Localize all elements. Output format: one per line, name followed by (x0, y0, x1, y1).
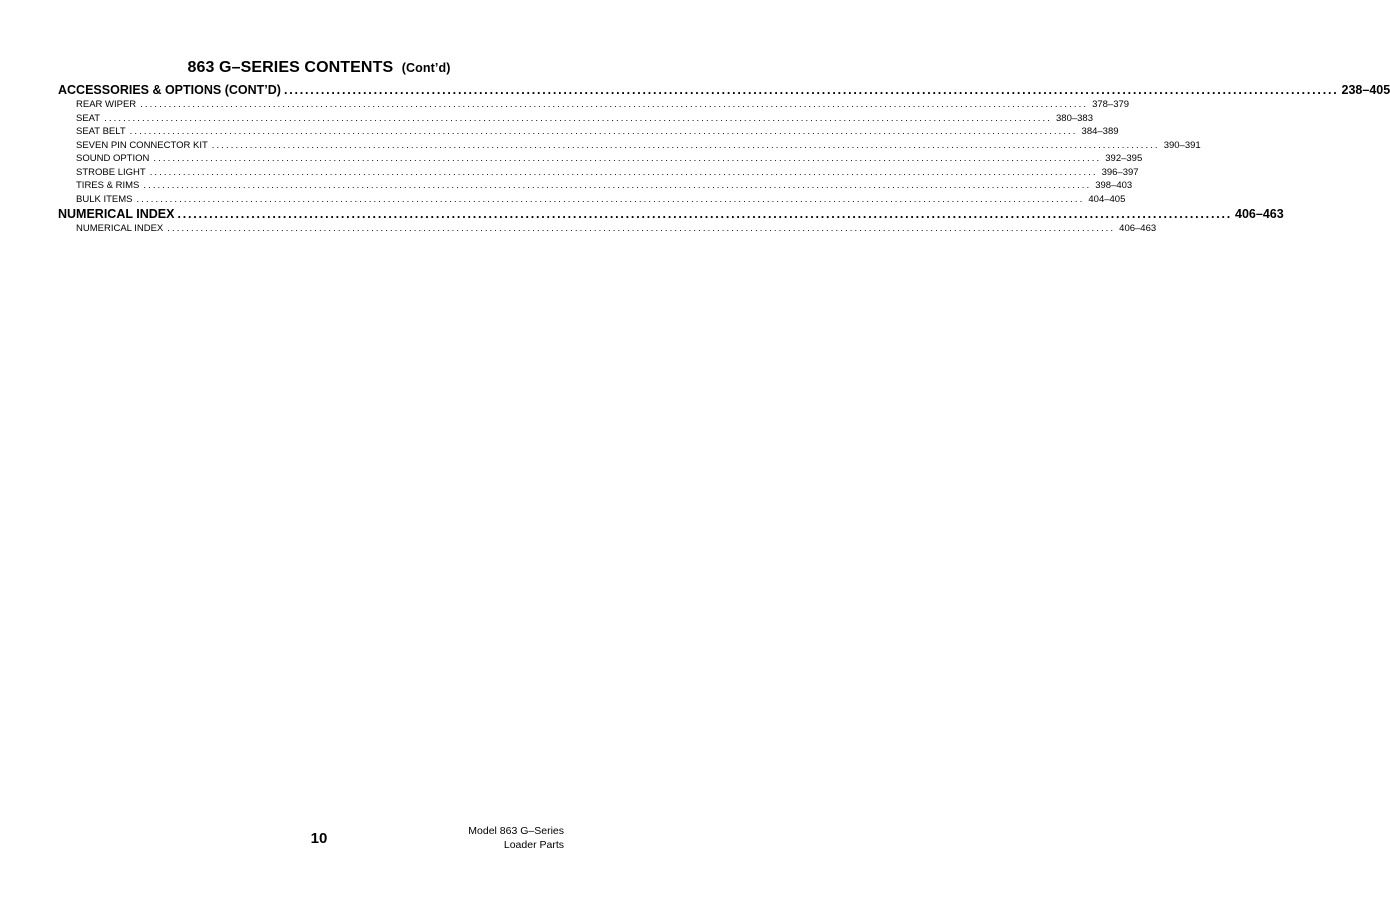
toc-item-pages: 380–383 (1056, 112, 1093, 124)
toc-section-label: NUMERICAL INDEX (58, 207, 175, 221)
dot-leader: ........................................................................................................................................................................................................ (129, 126, 1078, 137)
dot-leader: ........................................................................................................................................................................................................ (136, 193, 1085, 205)
toc-item-label: SEAT BELT (76, 126, 126, 137)
footer-product-line: Loader Parts (503, 839, 564, 851)
footer-model-line: Model 863 G–Series (468, 825, 564, 837)
dot-leader: ........................................................................................................................................................................................................ (153, 153, 1102, 164)
dot-leader: ........................................................................................................................................................................................................ (283, 83, 1339, 97)
toc-item-label: SEVEN PIN CONNECTOR KIT (76, 139, 208, 151)
page-number: 10 (310, 830, 328, 847)
toc-item-seat-belt[interactable] (58, 125, 1119, 139)
toc-item-label: STROBE LIGHT (76, 166, 146, 178)
page-title-contd: (Cont’d) (401, 61, 451, 75)
toc-item-tires-rims[interactable] (58, 179, 1133, 193)
toc-item-numerical-index[interactable] (58, 222, 1157, 236)
page-title (0, 59, 638, 77)
toc-item-pages: 396–397 (1101, 166, 1139, 178)
toc-item-pages: 398–403 (1095, 180, 1133, 191)
toc-section-label: ACCESSORIES & OPTIONS (CONT’D) (58, 83, 281, 97)
dot-leader: ........................................................................................................................................................................................................ (143, 180, 1092, 191)
toc-item-label: TIRES & RIMS (76, 180, 140, 191)
dot-leader: ........................................................................................................................................................................................................ (177, 207, 1233, 221)
toc-section-accessories-options[interactable] (58, 82, 1390, 98)
footer-model-info (468, 824, 564, 852)
toc-item-sound-option[interactable] (58, 152, 1143, 166)
dot-leader: ........................................................................................................................................................................................................ (104, 112, 1052, 124)
toc-item-rear-wiper[interactable] (58, 98, 1130, 112)
toc-item-bulk-items[interactable] (58, 193, 1126, 207)
toc-item-seven-pin-connector-kit[interactable] (58, 139, 1201, 153)
dot-leader: ........................................................................................................................................................................................................ (167, 223, 1116, 234)
dot-leader: ........................................................................................................................................................................................................ (211, 139, 1160, 151)
toc-item-pages: 392–395 (1105, 153, 1143, 164)
toc-section-numerical-index[interactable] (58, 206, 1284, 222)
toc-item-pages: 404–405 (1088, 193, 1126, 205)
toc-item-pages: 378–379 (1092, 99, 1130, 110)
dot-leader: ........................................................................................................................................................................................................ (149, 166, 1098, 178)
toc-item-label: REAR WIPER (76, 99, 137, 110)
toc-item-pages: 390–391 (1163, 139, 1201, 151)
toc-item-label: SEAT (76, 112, 101, 124)
toc-item-label: SOUND OPTION (76, 153, 150, 164)
toc-item-pages: 406–463 (1119, 223, 1157, 234)
toc-section-pages: 238–405 (1341, 83, 1390, 97)
toc-item-label: BULK ITEMS (76, 193, 133, 205)
toc-item-strobe-light[interactable] (58, 166, 1139, 180)
page-title-text: 863 G–SERIES CONTENTS (187, 59, 394, 76)
toc-item-pages: 384–389 (1081, 126, 1119, 137)
toc-section-pages: 406–463 (1235, 207, 1284, 221)
toc-item-label: NUMERICAL INDEX (76, 223, 164, 234)
toc-item-seat[interactable] (58, 112, 1093, 126)
table-of-contents (58, 82, 1390, 236)
dot-leader: ........................................................................................................................................................................................................ (140, 99, 1089, 110)
